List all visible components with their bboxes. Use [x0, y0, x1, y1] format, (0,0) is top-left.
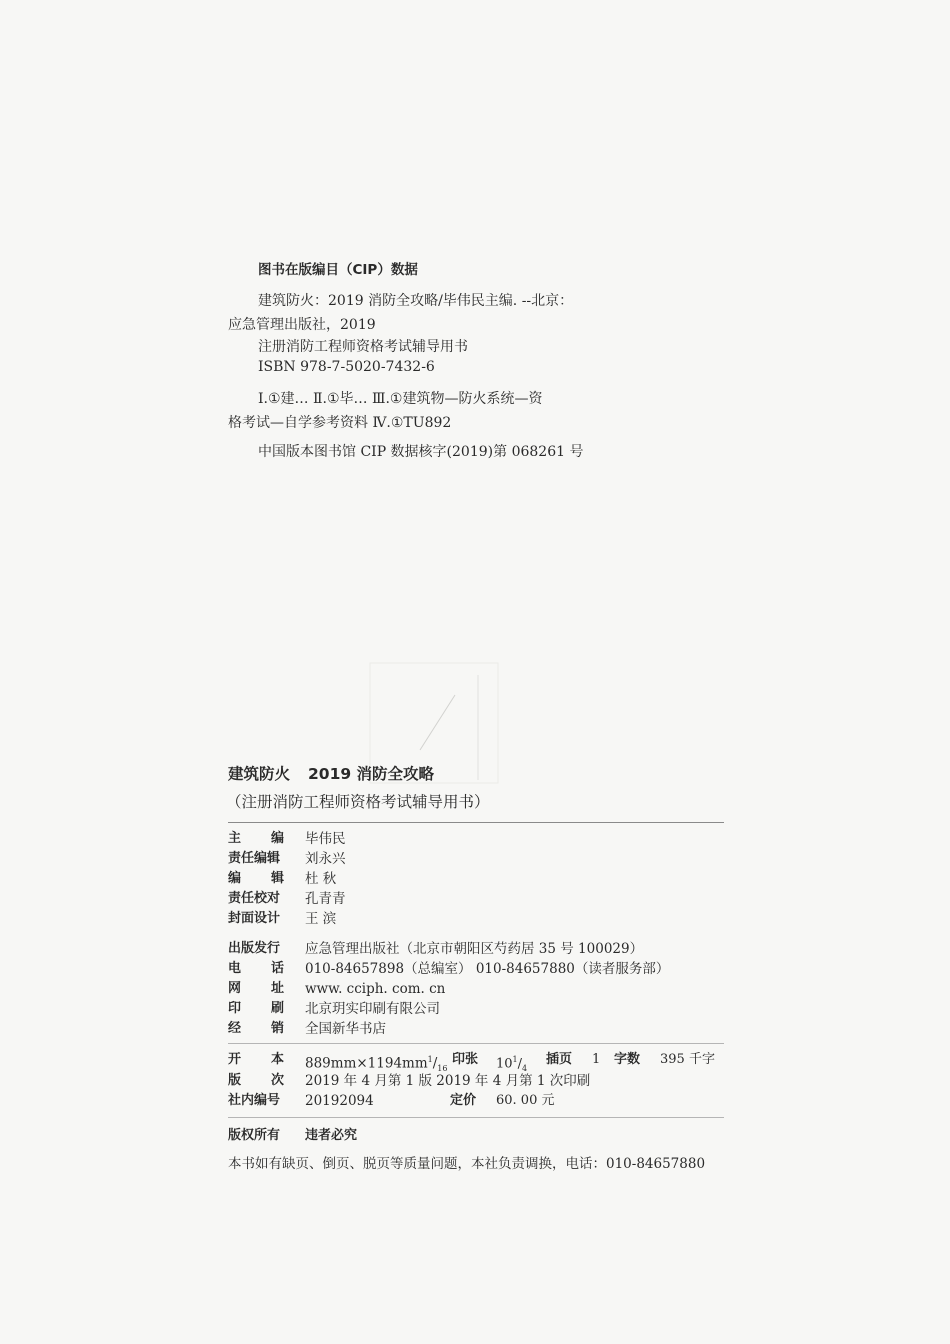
cip-line-classification-cont: 格考试—自学参考资料 Ⅳ.①TU892: [228, 415, 452, 431]
edition-label: 版次: [228, 1073, 315, 1088]
staff-value: 毕伟民: [305, 831, 346, 847]
publisher-value: 应急管理出版社（北京市朝阳区芍药居 35 号 100029）: [305, 941, 644, 957]
staff-value: 杜 秋: [305, 871, 337, 887]
book-subtitle: （注册消防工程师资格考试辅导用书）: [226, 793, 490, 811]
plates-label: 插页: [546, 1052, 573, 1067]
cip-line-publisher: 应急管理出版社，2019: [228, 317, 376, 333]
staff-label: 责任编辑: [228, 851, 281, 866]
staff-label: 编辑: [228, 871, 315, 886]
divider-bottom: [228, 1117, 724, 1118]
code-value: 20192094: [305, 1093, 374, 1109]
cip-line-classification: Ⅰ.①建… Ⅱ.①毕… Ⅲ.①建筑物—防火系统—资: [258, 391, 543, 407]
price-label: 定价: [450, 1093, 477, 1108]
code-label: 社内编号: [228, 1093, 281, 1108]
rights-value: 违者必究: [305, 1128, 358, 1143]
cip-line-title: 建筑防火：2019 消防全攻略/毕伟民主编. --北京：: [258, 293, 574, 309]
distributor-label: 经销: [228, 1021, 315, 1036]
staff-label: 主编: [228, 831, 315, 846]
staff-value: 王 滨: [305, 911, 337, 927]
quality-notice: 本书如有缺页、倒页、脱页等质量问题，本社负责调换，电话：010-84657880: [228, 1156, 706, 1172]
book-title-part2: 2019 消防全攻略: [308, 765, 435, 783]
phone-value: 010-84657898（总编室） 010-84657880（读者服务部）: [305, 961, 670, 977]
staff-value: 孔青青: [305, 891, 346, 907]
staff-value: 刘永兴: [305, 851, 346, 867]
divider-top: [228, 822, 724, 823]
rights-label: 版权所有: [228, 1128, 281, 1143]
words-value: 395 千字: [660, 1052, 715, 1067]
staff-label: 责任校对: [228, 891, 281, 906]
cip-line-isbn: ISBN 978-7-5020-7432-6: [258, 359, 435, 375]
edition-value: 2019 年 4 月第 1 版 2019 年 4 月第 1 次印刷: [305, 1073, 591, 1089]
book-title: [228, 762, 434, 784]
cip-line-series: 注册消防工程师资格考试辅导用书: [258, 339, 468, 355]
printer-label: 印刷: [228, 1001, 315, 1016]
format-label: 开本: [228, 1052, 315, 1067]
cip-heading: 图书在版编目（CIP）数据: [258, 262, 418, 278]
words-label: 字数: [614, 1052, 641, 1067]
website-value: www. cciph. com. cn: [305, 981, 446, 997]
cip-line-record-number: 中国版本图书馆 CIP 数据核字(2019)第 068261 号: [258, 444, 584, 460]
distributor-value: 全国新华书店: [305, 1021, 386, 1037]
plates-value: 1: [592, 1052, 601, 1067]
format-value: $889mm\times 1194mm^1/_{16}$: [305, 1055, 448, 1074]
staff-label: 封面设计: [228, 911, 281, 926]
divider-mid: [228, 1043, 724, 1044]
publisher-label: 出版发行: [228, 941, 281, 956]
sheets-value: $10^1/_4$: [496, 1055, 528, 1073]
website-label: 网址: [228, 981, 315, 996]
price-value: 60. 00 元: [496, 1093, 555, 1108]
printer-value: 北京玥实印刷有限公司: [305, 1001, 440, 1017]
book-title-part1: 建筑防火: [228, 765, 291, 783]
sheets-label: 印张: [452, 1052, 479, 1067]
phone-label: 电话: [228, 961, 315, 976]
